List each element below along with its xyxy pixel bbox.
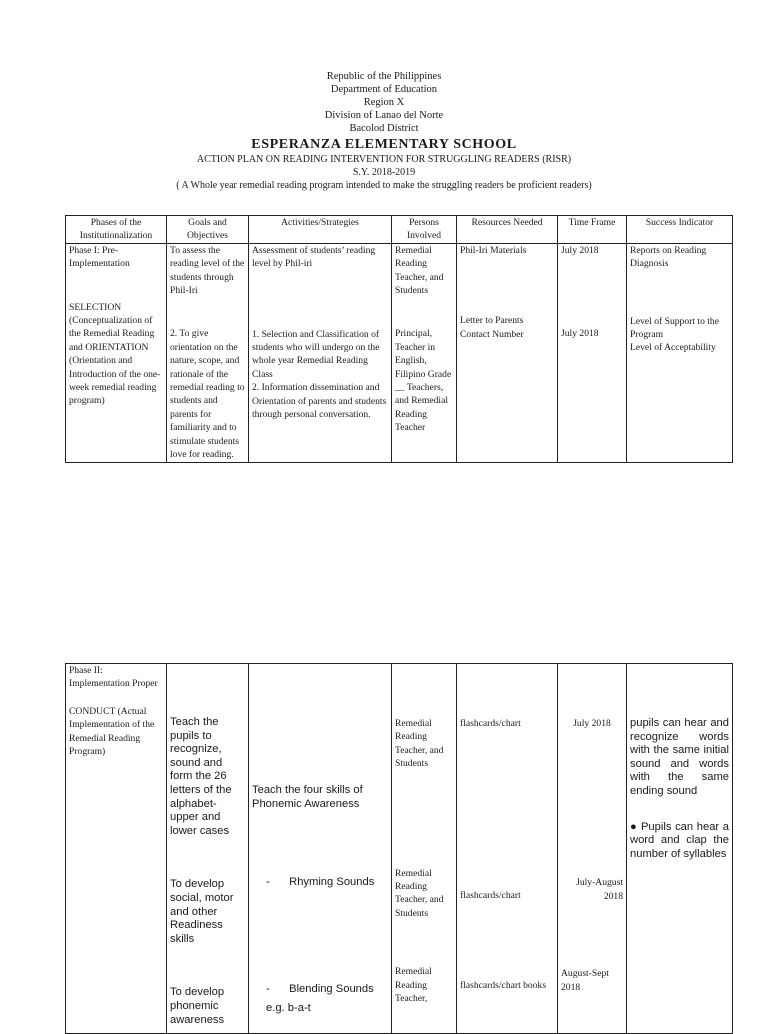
persons-text: Remedial Reading Teacher, [395,966,432,1005]
time-cell [558,243,627,462]
dash-marker: - [266,982,270,995]
persons-text: Remedial Reading Teacher, and Students [395,867,444,919]
table-header-row [66,216,733,244]
phase-title: Phase II: Implementation Proper [69,665,158,690]
republic-line: Republic of the Philippines [326,71,442,82]
table-row [66,664,733,1034]
persons-cell [392,664,457,1034]
header-resources: Resources Needed [457,216,558,244]
resources-text: flashcards/chart [460,718,521,729]
resources-text: Letter to Parents Contact Number [460,315,524,340]
persons-text: Remedial Reading Teacher, and Students [395,718,444,770]
indicator-cell [627,664,733,1034]
persons-text: Principal, Teacher in English, Filipino Grade __ Teachers, and Remedial Reading Teacher [395,328,452,434]
goal-text: Teach the pupils to recognize, sound and form the 26 letters of the alphabet- upper and lower cases [170,716,232,837]
activity-text: 2. Information dissemination and Orientation of parents and students through personal conversation. [252,382,387,421]
activity-cell [249,664,392,1034]
indicator-text: pupils can hear and recognize words with the same initial sound and words with the same ending sound [630,717,729,797]
goal-cell [167,243,249,462]
time-text: July 2018 [573,718,611,729]
activity-text: Blending Sounds [289,982,374,995]
goal-text: To develop social, motor and other Readiness skills [170,878,234,945]
indicator-text: Reports on Reading Diagnosis [630,244,707,270]
persons-cell [392,243,457,462]
phase-text: SELECTION (Conceptualization of the Remedial Reading and ORIENTATION (Orientation and Introduction of the one-week remedial reading program) [69,301,161,407]
resources-cell [457,664,558,1034]
goal-text: 2. To give orientation on the nature, scope, and rationale of the remedial reading to students and parents for familiarity and to stimulate students love for reading. [170,328,245,461]
header-persons: Persons Involved [392,216,457,244]
indicator-cell [627,243,733,462]
division-line: Division of Lanao del Norte [324,110,444,121]
document-header [0,70,768,192]
indicator-text: Level of Support to the Program [630,315,719,341]
header-activities: Activities/Strategies [249,216,392,244]
phase-cell [66,664,167,1034]
time-text: July 2018 [561,244,599,256]
plan-description: ( A Whole year remedial reading program intended to make the struggling readers be proficient readers) [176,180,592,191]
header-time-frame: Time Frame [558,216,627,244]
resources-text: flashcards/chart [460,890,521,902]
table-row [66,243,733,462]
district-line: Bacolod District [349,123,419,134]
action-plan-table-phase-2 [65,663,733,1034]
activity-text: 1. Selection and Classification of students who will undergo on the whole year Remedial Reading Class [252,328,380,380]
resources-text: flashcards/chart books [460,979,547,991]
time-cell [558,664,627,1034]
header-success-indicator: Success Indicator [627,216,733,244]
action-plan-table-phase-1 [65,215,733,463]
resources-cell [457,243,558,462]
goal-cell [167,664,249,1034]
indicator-item [630,821,729,862]
region-line: Region X [363,97,405,108]
activity-item [252,983,388,997]
resources-text: Phil-Iri Materials [460,244,527,256]
school-name: ESPERANZA ELEMENTARY SCHOOL [251,137,517,152]
indicator-text: Pupils can hear a word and clap the number of syllables [630,820,730,860]
header-phases: Phases of the Institutionalization [66,216,167,244]
phase-text: Phase I: Pre-Implementation [69,244,130,270]
persons-text: Remedial Reading Teacher, and Students [395,244,444,297]
school-year: S.Y. 2018-2019 [352,167,416,178]
phase-cell [66,243,167,462]
time-text: July 2018 [561,328,599,340]
activity-text: Assessment of students’ reading level by Phil-iri [252,244,376,270]
time-text: August-Sept 2018 [561,968,609,993]
goal-text: To develop phonemic awareness [170,986,225,1026]
activity-cell [249,243,392,462]
plan-title: ACTION PLAN ON READING INTERVENTION FOR STRUGGLING READERS (RISR) [196,154,572,165]
time-text: July-August 2018 [576,877,623,902]
activity-text: Teach the four skills of Phonemic Awareness [252,784,363,810]
activity-example: e.g. b-a-t [266,1002,311,1015]
phase-conduct: CONDUCT (Actual Implementation of the Remedial Reading Program) [69,705,155,758]
bullet-marker: ● [630,820,638,833]
dash-marker: - [266,876,270,889]
goal-text: To assess the reading level of the students through Phil-Iri [170,244,245,297]
activity-item [252,876,388,890]
activity-text: Rhyming Sounds [289,876,375,889]
department-line: Department of Education [330,84,438,95]
header-goals: Goals and Objectives [167,216,249,244]
indicator-text: Level of Acceptability [630,342,716,354]
